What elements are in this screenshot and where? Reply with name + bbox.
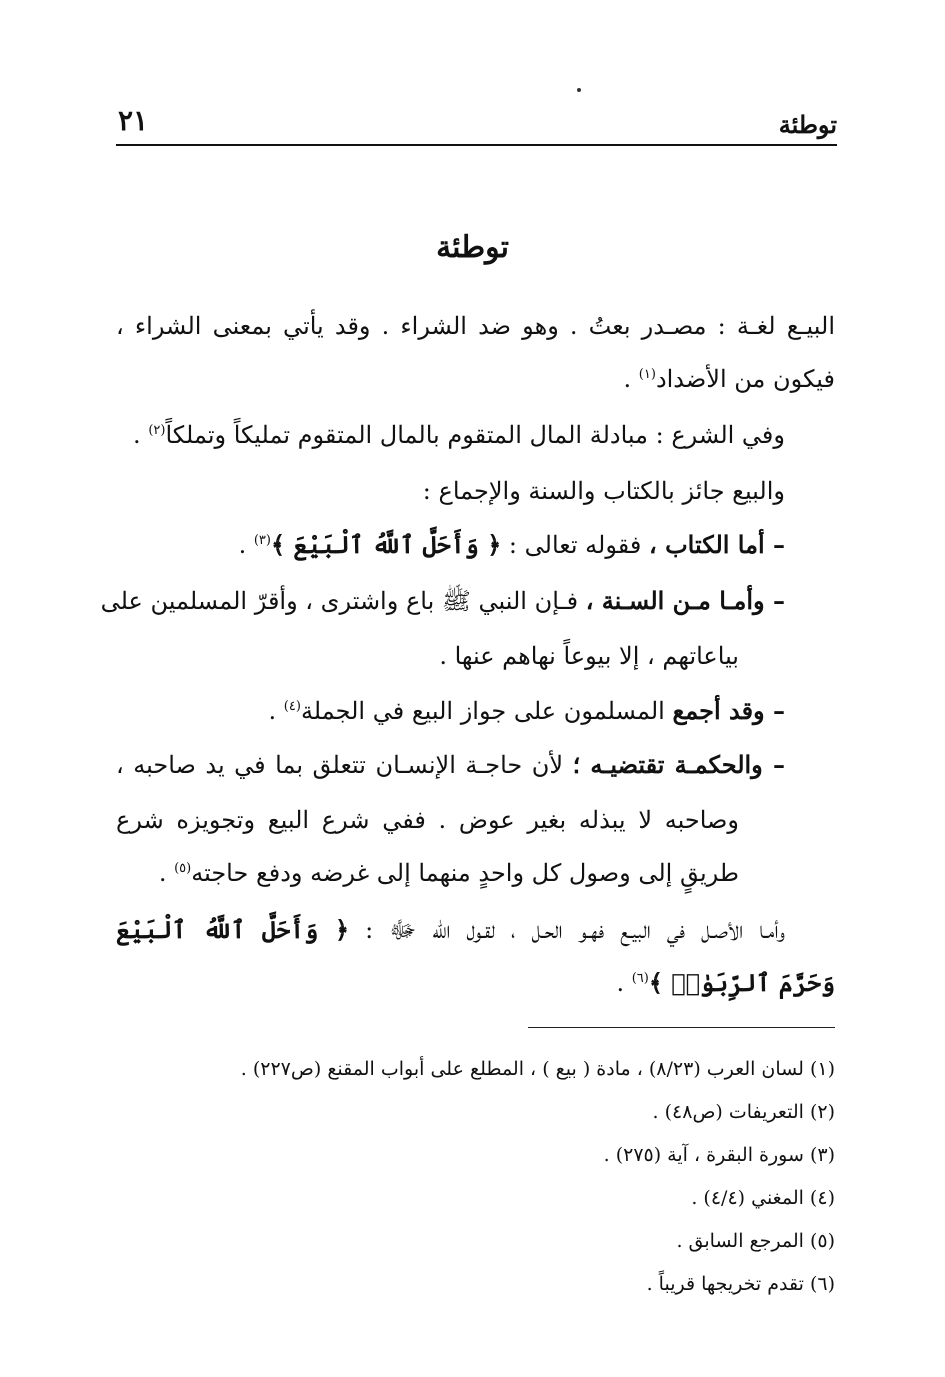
header-rule — [116, 144, 837, 146]
bold-lead: – أما الكتاب ، — [648, 530, 785, 559]
paragraph-line — [423, 477, 785, 505]
paragraph-line — [116, 750, 785, 779]
paragraph-line — [239, 530, 785, 559]
text-run: البيـع لغـة : مصـدر بعتُ . وهو ضد الشراء . وقد يأتي بمعنى الشراء ، — [116, 312, 835, 340]
text-run: طريقٍ إلى وصول كل واحدٍ منهما إلى غرضه ودفع حاجته — [191, 859, 739, 887]
text-run: وأمـا الأصـل في البيـع فهـو الحـل ، لقـول الله ﷻ : — [349, 916, 785, 944]
quran-quote: ﴿ وَأَحَلَّ ٱللَّهُ ٱلْبَيْعَ — [116, 915, 350, 944]
paragraph-line — [624, 365, 835, 393]
footnote-ref[interactable]: (٤) — [283, 699, 301, 714]
text-run: . — [238, 531, 254, 559]
text-run: المسلمون على جواز البيع في الجملة — [300, 697, 673, 725]
bold-lead: – وأمـا مـن السـنة ، — [585, 586, 785, 615]
text-run: فقوله تعالى : — [501, 531, 649, 559]
paragraph-line — [269, 696, 785, 725]
footnote-ref[interactable]: (١) — [638, 367, 656, 382]
footnote: (٦) تقدم تخريجها قريباً . — [646, 1273, 835, 1295]
footnote: (٣) سورة البقرة ، آية (٢٧٥) . — [603, 1144, 835, 1166]
quran-quote: ﴿ وَأَحَلَّ ٱللَّهُ ٱلْبَيْعَ ﴾ — [270, 530, 502, 559]
paragraph-line — [616, 968, 835, 997]
text-run: فيكون من الأضداد — [655, 365, 835, 393]
print-speck — [577, 88, 581, 92]
text-run: لأن حاجـة الإنسـان تتعلق بما في يد صاحبه ، — [116, 751, 573, 779]
text-run: بياعاتهم ، إلا بيوعاً نهاهم عنها . — [439, 642, 739, 670]
footnote-separator — [528, 1027, 835, 1028]
footnote: (١) لسان العرب (٨/٢٣) ، مادة ( بيع ) ، المطلع على أبواب المقنع (ص٢٢٧) . — [240, 1058, 835, 1080]
footnote: (٤) المغني (٤/٤) . — [691, 1187, 835, 1209]
text-run: والبيع جائز بالكتاب والسنة والإجماع : — [422, 477, 785, 505]
text-run: وصاحبه لا يبذله بغير عوض . ففي شرع البيع وتجويزه شرع — [116, 806, 739, 834]
quran-quote: وَحَرَّمَ ٱلرِّبَوٰا۟ ﴾ — [648, 968, 835, 997]
footnote-ref[interactable]: (٢) — [148, 423, 166, 438]
footnote-ref[interactable]: (٣) — [253, 533, 271, 548]
footnote: (٥) المرجع السابق . — [676, 1230, 835, 1252]
page-number: ٢١ — [118, 104, 149, 137]
section-title: توطئة — [436, 230, 509, 265]
footnote: (٢) التعريفات (ص٤٨) . — [652, 1101, 835, 1123]
bold-lead: – والحكمـة تقتضيـه ؛ — [572, 750, 785, 779]
paragraph-line — [116, 312, 835, 340]
paragraph-line — [439, 642, 739, 670]
paragraph-line — [116, 915, 785, 950]
footnote-ref[interactable]: (٥) — [174, 861, 192, 876]
running-header-title: توطئة — [778, 110, 837, 139]
text-run: فـإن النبي ﷺ باع واشترى ، وأقرّ المسلمين على — [100, 587, 586, 615]
text-run: . — [268, 697, 284, 725]
text-run: . — [623, 365, 639, 393]
bold-lead: – وقد أجمع — [672, 696, 785, 725]
footnote-ref[interactable]: (٦) — [631, 971, 649, 986]
text-run: . — [616, 969, 632, 997]
text-run: . — [158, 859, 175, 887]
text-run: وفي الشرع : مبادلة المال المتقوم بالمال المتقوم تمليكاً وتملكاً — [165, 421, 785, 449]
paragraph-line — [133, 421, 785, 449]
paragraph-line — [116, 806, 739, 834]
paragraph-line — [159, 859, 739, 887]
paragraph-line — [100, 586, 785, 621]
text-run: . — [133, 421, 149, 449]
